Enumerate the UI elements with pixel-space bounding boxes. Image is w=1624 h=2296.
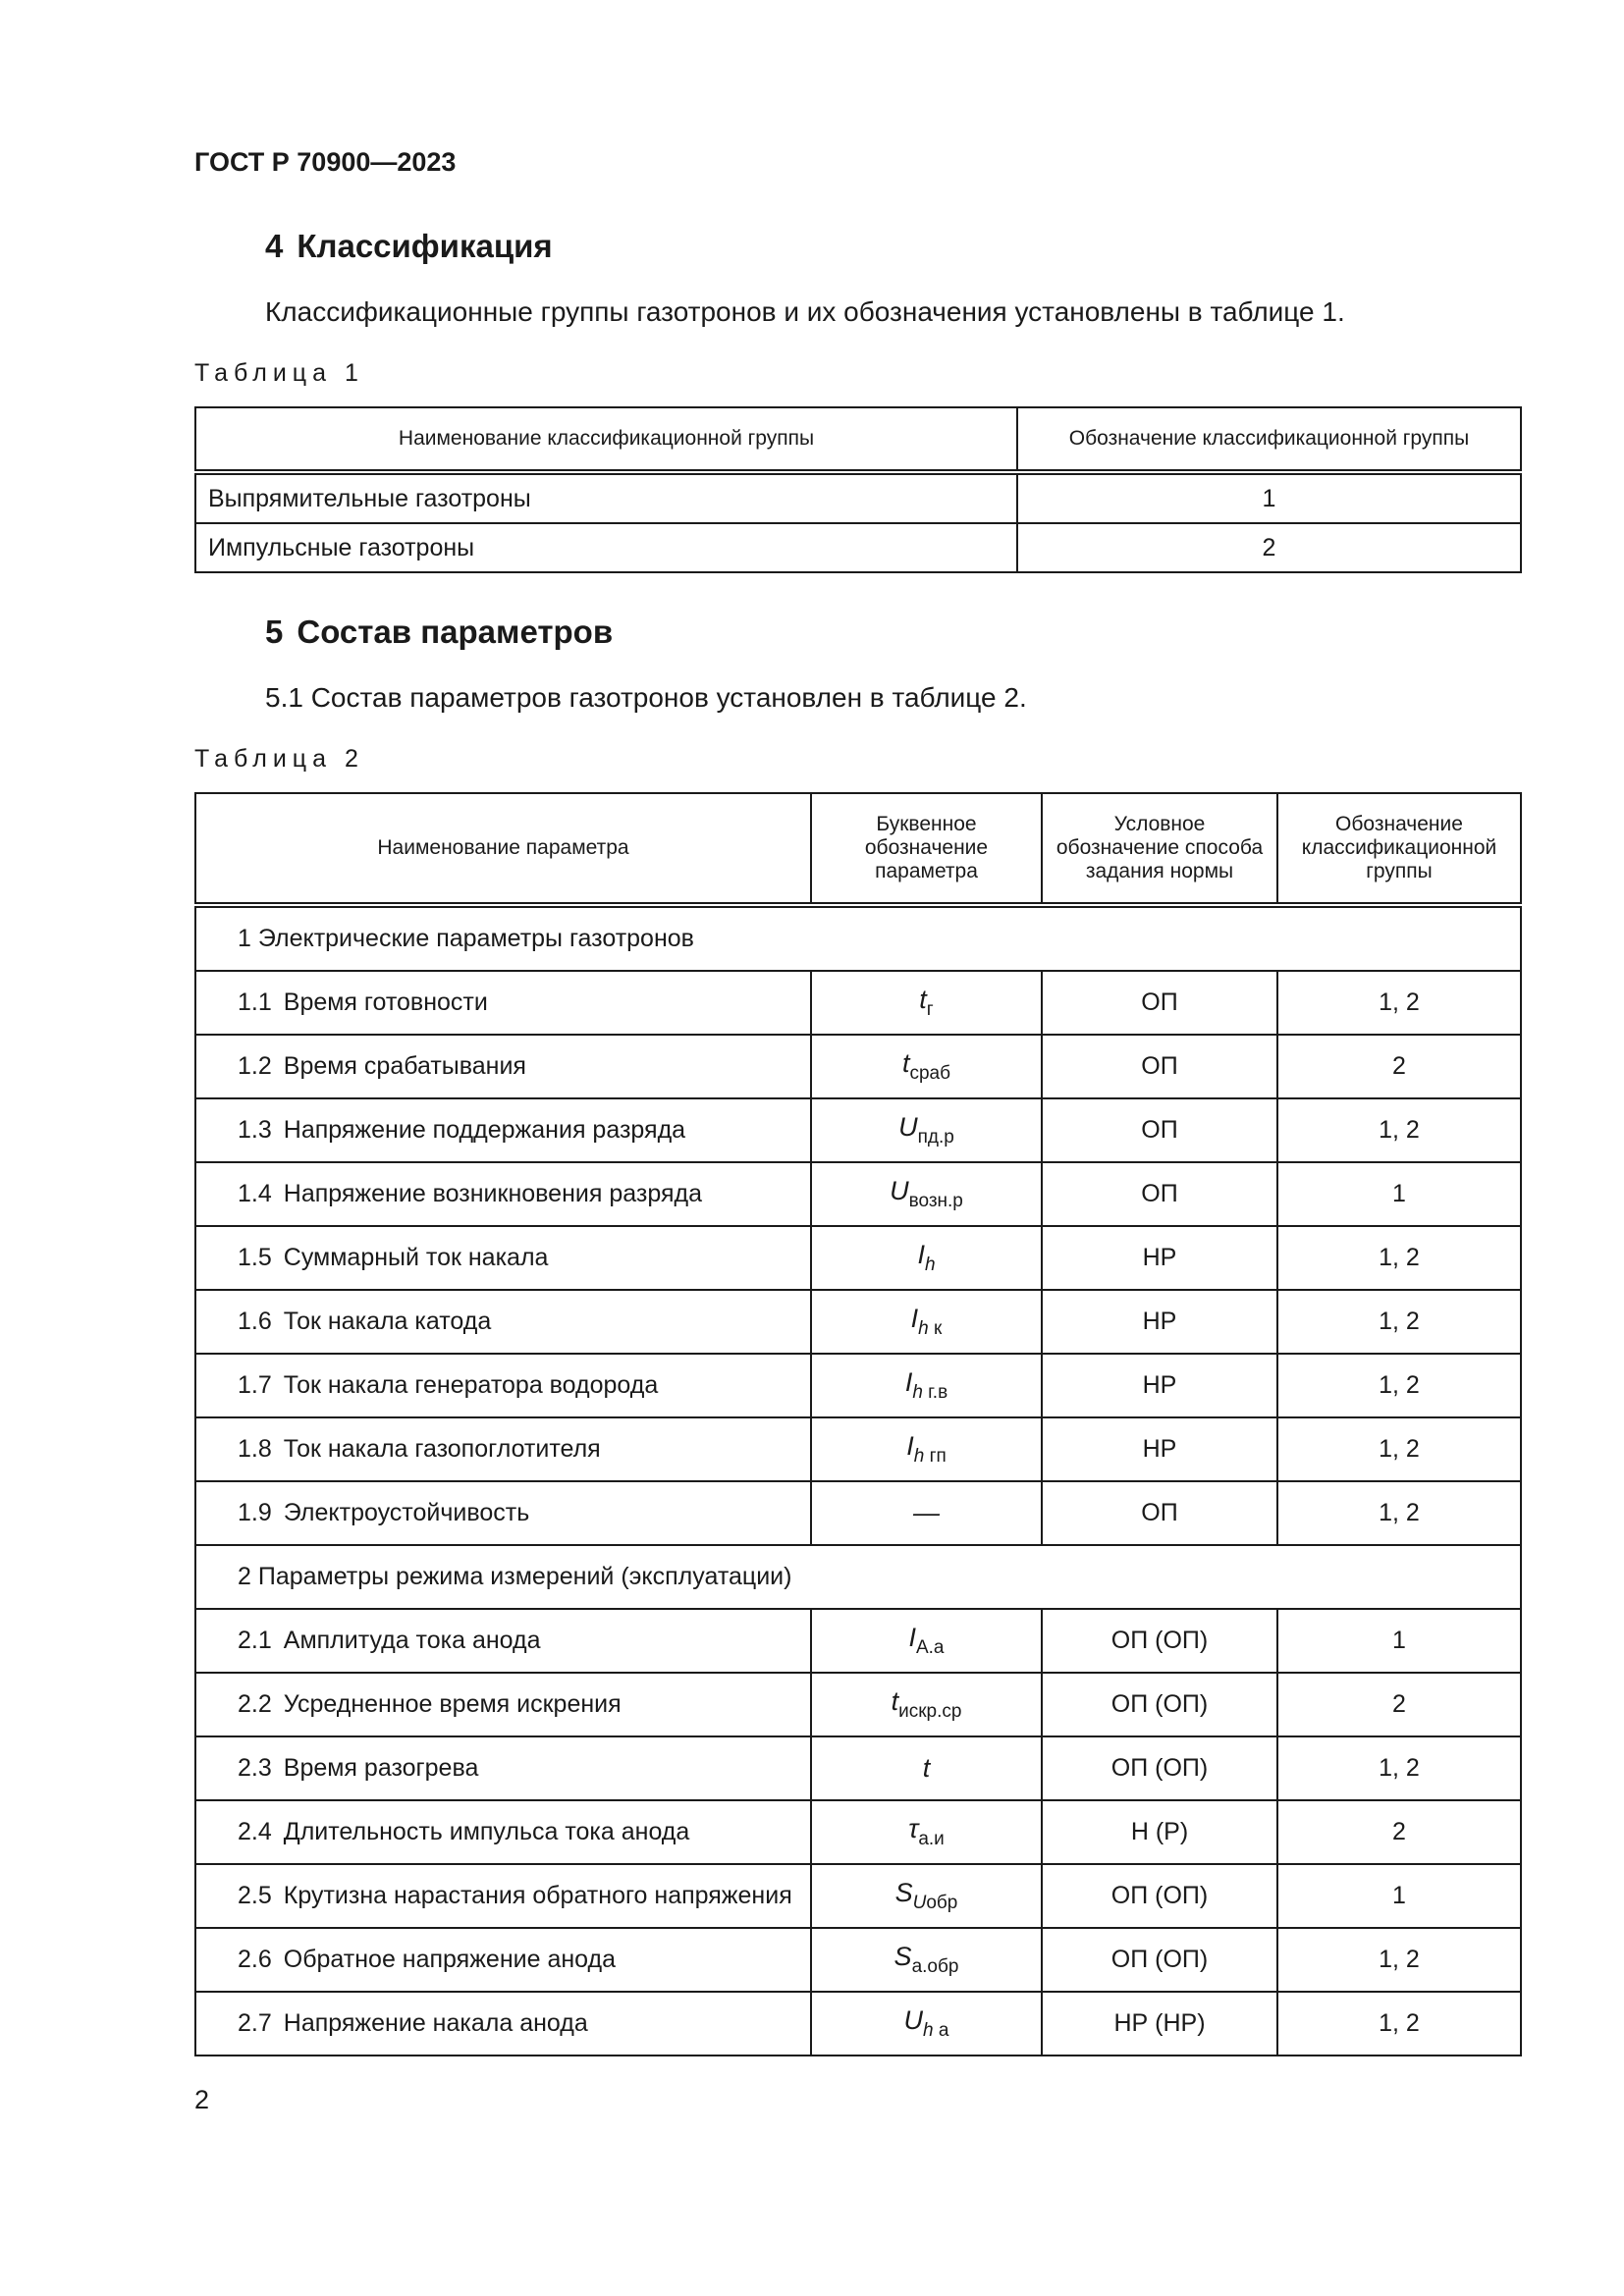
symbol-subscript (912, 1956, 959, 1977)
document-header: ГОСТ Р 70900—2023 (194, 147, 457, 177)
parameter-name-cell (195, 1098, 811, 1162)
parameter-symbol (811, 971, 1042, 1035)
norm-designation: ОП (1042, 1035, 1277, 1098)
parameter-number: 2.2 (238, 1690, 272, 1718)
section-5-text: 5.1 Состав параметров газотронов установлен в таблице 2. (265, 682, 1027, 713)
table-group-row (195, 1545, 1521, 1609)
table-2-header-symbol: Буквенное обозначение параметра (811, 793, 1042, 905)
parameter-name-cell (195, 1417, 811, 1481)
symbol-subscript-italic: h (918, 1318, 929, 1339)
norm-designation: ОП (1042, 971, 1277, 1035)
parameter-group-title: 2 Параметры режима измерений (эксплуатации) (195, 1545, 1521, 1609)
symbol-subscript-text: г.в (922, 1382, 948, 1403)
parameter-name-cell (195, 1162, 811, 1226)
parameter-name-cell (195, 971, 811, 1035)
symbol-letter: t (901, 1048, 910, 1078)
symbol-subscript-italic: h (924, 1255, 936, 1275)
parameter-number: 2.6 (238, 1946, 272, 1973)
parameter-symbol (811, 1992, 1042, 2056)
table-2-header-row (195, 793, 1521, 905)
symbol-letter: I (917, 1240, 925, 1269)
symbol-subscript-text: А.а (915, 1637, 945, 1658)
parameter-number: 1.7 (238, 1371, 272, 1399)
parameter-name-cell (195, 1226, 811, 1290)
symbol-letter: U (890, 1176, 909, 1205)
symbol-subscript-text: искр.ср (898, 1701, 962, 1722)
classification-group: 1, 2 (1277, 1417, 1521, 1481)
parameter-name: Время разогрева (283, 1754, 479, 1782)
symbol-letter: I (910, 1304, 919, 1333)
symbol-letter: S (894, 1878, 913, 1907)
section-5-title (265, 614, 613, 651)
table-group-row (195, 905, 1521, 971)
table-row (195, 1736, 1521, 1800)
parameter-symbol (811, 1098, 1042, 1162)
symbol-subscript-italic: h (923, 2020, 934, 2041)
parameter-name: Длительность импульса тока анода (283, 1818, 690, 1845)
symbol-subscript-italic: h (913, 1446, 925, 1467)
classification-group: 1, 2 (1277, 971, 1521, 1035)
parameter-name-cell (195, 1992, 811, 2056)
group-name: Выпрямительные газотроны (195, 472, 1017, 523)
parameter-symbol (811, 1035, 1042, 1098)
table-row (195, 472, 1521, 523)
parameter-symbol (811, 1481, 1042, 1545)
table-row (195, 1035, 1521, 1098)
parameter-number: 1.8 (238, 1435, 272, 1463)
table-row (195, 1800, 1521, 1864)
norm-designation: ОП (ОП) (1042, 1736, 1277, 1800)
parameter-name-cell (195, 1035, 811, 1098)
symbol-subscript (918, 1318, 942, 1339)
table-row (195, 1290, 1521, 1354)
group-code: 1 (1017, 472, 1521, 523)
norm-designation: ОП (1042, 1098, 1277, 1162)
section-4-heading: Классификация (297, 228, 553, 264)
symbol-letter: I (906, 1431, 914, 1461)
classification-group: 1, 2 (1277, 1354, 1521, 1417)
parameter-name: Обратное напряжение анода (283, 1946, 617, 1973)
table-row (195, 1673, 1521, 1736)
table-2-header-name: Наименование параметра (195, 793, 811, 905)
symbol-letter: U (898, 1112, 918, 1142)
norm-designation: ОП (ОП) (1042, 1928, 1277, 1992)
norm-designation: НР (1042, 1226, 1277, 1290)
symbol-subscript (923, 2020, 948, 2041)
table-row (195, 1992, 1521, 2056)
table-1-header-row (195, 407, 1521, 472)
parameter-name: Напряжение возникновения разряда (283, 1180, 702, 1207)
section-4-text: Классификационные группы газотронов и их обозначения установлены в таблице 1. (265, 296, 1345, 327)
symbol-subscript-text: а.обр (911, 1956, 959, 1977)
parameter-name: Напряжение поддержания разряда (283, 1116, 686, 1144)
parameter-name-cell (195, 1800, 811, 1864)
norm-designation: ОП (1042, 1162, 1277, 1226)
symbol-subscript (925, 1255, 936, 1275)
classification-group: 1 (1277, 1162, 1521, 1226)
symbol-subscript-italic: h (912, 1382, 923, 1403)
symbol-subscript-text: а (933, 2020, 949, 2041)
symbol-subscript-text: к (928, 1318, 943, 1339)
section-5-heading: Состав параметров (297, 614, 614, 650)
parameter-name-cell (195, 1864, 811, 1928)
norm-designation: НР (1042, 1354, 1277, 1417)
symbol-letter: — (913, 1498, 940, 1527)
parameter-number: 1.5 (238, 1244, 272, 1271)
section-4-number: 4 (265, 228, 284, 264)
section-4-title (265, 228, 553, 265)
parameter-symbol (811, 1864, 1042, 1928)
symbol-subscript-text: обр (926, 1893, 958, 1913)
symbol-subscript (918, 1127, 954, 1148)
table-row (195, 1481, 1521, 1545)
parameter-symbol (811, 1162, 1042, 1226)
parameter-name: Ток накала газопоглотителя (283, 1435, 601, 1463)
table-1-caption: Таблица 1 (194, 359, 364, 387)
parameter-number: 1.4 (238, 1180, 272, 1207)
table-row (195, 1354, 1521, 1417)
section-5-number: 5 (265, 614, 284, 650)
symbol-subscript (909, 1063, 950, 1084)
classification-group: 1 (1277, 1864, 1521, 1928)
parameter-name: Ток накала генератора водорода (283, 1371, 659, 1399)
parameter-name: Время срабатывания (283, 1052, 526, 1080)
parameter-name: Ток накала катода (283, 1308, 492, 1335)
table-2 (194, 792, 1522, 2056)
symbol-letter: t (891, 1686, 899, 1716)
parameter-name: Электроустойчивость (283, 1499, 530, 1526)
parameter-symbol (811, 1736, 1042, 1800)
table-1 (194, 406, 1522, 573)
parameter-symbol (811, 1226, 1042, 1290)
symbol-subscript (909, 1191, 963, 1211)
parameter-name: Время готовности (283, 988, 488, 1016)
symbol-subscript (898, 1701, 961, 1722)
parameter-name-cell (195, 1736, 811, 1800)
symbol-subscript (927, 999, 934, 1020)
symbol-letter: t (922, 1753, 931, 1783)
parameter-name-cell (195, 1928, 811, 1992)
classification-group: 2 (1277, 1673, 1521, 1736)
group-code: 2 (1017, 523, 1521, 572)
parameter-number: 1.3 (238, 1116, 272, 1144)
parameter-name-cell (195, 1609, 811, 1673)
parameter-number: 1.9 (238, 1499, 272, 1526)
parameter-group-title: 1 Электрические параметры газотронов (195, 905, 1521, 971)
parameter-name: Напряжение накала анода (283, 2009, 588, 2037)
parameter-name: Амплитуда тока анода (283, 1627, 541, 1654)
table-row (195, 1417, 1521, 1481)
classification-group: 1 (1277, 1609, 1521, 1673)
parameter-symbol (811, 1417, 1042, 1481)
table-row (195, 1864, 1521, 1928)
parameter-symbol (811, 1673, 1042, 1736)
symbol-letter: I (908, 1623, 916, 1652)
symbol-subscript-text: г (926, 999, 934, 1020)
parameter-number: 2.7 (238, 2009, 272, 2037)
symbol-subscript-text: а.и (918, 1829, 945, 1849)
norm-designation: Н (Р) (1042, 1800, 1277, 1864)
classification-group: 2 (1277, 1800, 1521, 1864)
classification-group: 1, 2 (1277, 1992, 1521, 2056)
parameter-symbol (811, 1609, 1042, 1673)
norm-designation: НР (1042, 1290, 1277, 1354)
parameter-number: 2.1 (238, 1627, 272, 1654)
parameter-symbol (811, 1800, 1042, 1864)
parameter-number: 2.3 (238, 1754, 272, 1782)
parameter-name-cell (195, 1290, 811, 1354)
symbol-subscript (913, 1893, 958, 1913)
table-2-header-group: Обозначение классификационной группы (1277, 793, 1521, 905)
symbol-letter: I (904, 1367, 913, 1397)
table-row (195, 1928, 1521, 1992)
symbol-subscript (914, 1446, 947, 1467)
classification-group: 1, 2 (1277, 1098, 1521, 1162)
parameter-name-cell (195, 1673, 811, 1736)
norm-designation: ОП (ОП) (1042, 1864, 1277, 1928)
page-number: 2 (194, 2085, 210, 2114)
symbol-letter: τ (908, 1814, 919, 1843)
group-name: Импульсные газотроны (195, 523, 1017, 572)
parameter-name: Крутизна нарастания обратного напряжения (283, 1882, 792, 1909)
classification-group: 1, 2 (1277, 1736, 1521, 1800)
parameter-number: 2.5 (238, 1882, 272, 1909)
table-row (195, 1098, 1521, 1162)
norm-designation: ОП (ОП) (1042, 1609, 1277, 1673)
symbol-subscript-text: гп (924, 1446, 947, 1467)
norm-designation: НР (НР) (1042, 1992, 1277, 2056)
parameter-name: Суммарный ток накала (283, 1244, 549, 1271)
classification-group: 1, 2 (1277, 1290, 1521, 1354)
symbol-subscript-text: возн.р (908, 1191, 963, 1211)
symbol-subscript-text: сраб (909, 1063, 951, 1084)
parameter-symbol (811, 1928, 1042, 1992)
table-row (195, 971, 1521, 1035)
parameter-number: 1.2 (238, 1052, 272, 1080)
parameter-symbol (811, 1354, 1042, 1417)
parameter-symbol (811, 1290, 1042, 1354)
table-row (195, 1162, 1521, 1226)
norm-designation: НР (1042, 1417, 1277, 1481)
symbol-letter: U (903, 2005, 924, 2035)
symbol-subscript (918, 1829, 944, 1849)
table-row (195, 1609, 1521, 1673)
table-1-header-name: Наименование классификационной группы (195, 407, 1017, 472)
symbol-subscript-italic: U (912, 1893, 927, 1913)
table-1-header-code: Обозначение классификационной группы (1017, 407, 1521, 472)
table-row (195, 523, 1521, 572)
symbol-letter: S (893, 1942, 912, 1971)
parameter-number: 2.4 (238, 1818, 272, 1845)
parameter-name-cell (195, 1354, 811, 1417)
norm-designation: ОП (ОП) (1042, 1673, 1277, 1736)
symbol-subscript-text: пд.р (917, 1127, 954, 1148)
classification-group: 1, 2 (1277, 1928, 1521, 1992)
parameter-name-cell (195, 1481, 811, 1545)
symbol-subscript (912, 1382, 947, 1403)
classification-group: 1, 2 (1277, 1481, 1521, 1545)
norm-designation: ОП (1042, 1481, 1277, 1545)
parameter-number: 1.6 (238, 1308, 272, 1335)
classification-group: 2 (1277, 1035, 1521, 1098)
symbol-subscript (916, 1637, 945, 1658)
table-row (195, 1226, 1521, 1290)
parameter-number: 1.1 (238, 988, 272, 1016)
table-2-header-norm: Условное обозначение способа задания нормы (1042, 793, 1277, 905)
classification-group: 1, 2 (1277, 1226, 1521, 1290)
symbol-letter: t (919, 985, 927, 1014)
table-2-caption: Таблица 2 (194, 745, 364, 773)
parameter-name: Усредненное время искрения (283, 1690, 622, 1718)
